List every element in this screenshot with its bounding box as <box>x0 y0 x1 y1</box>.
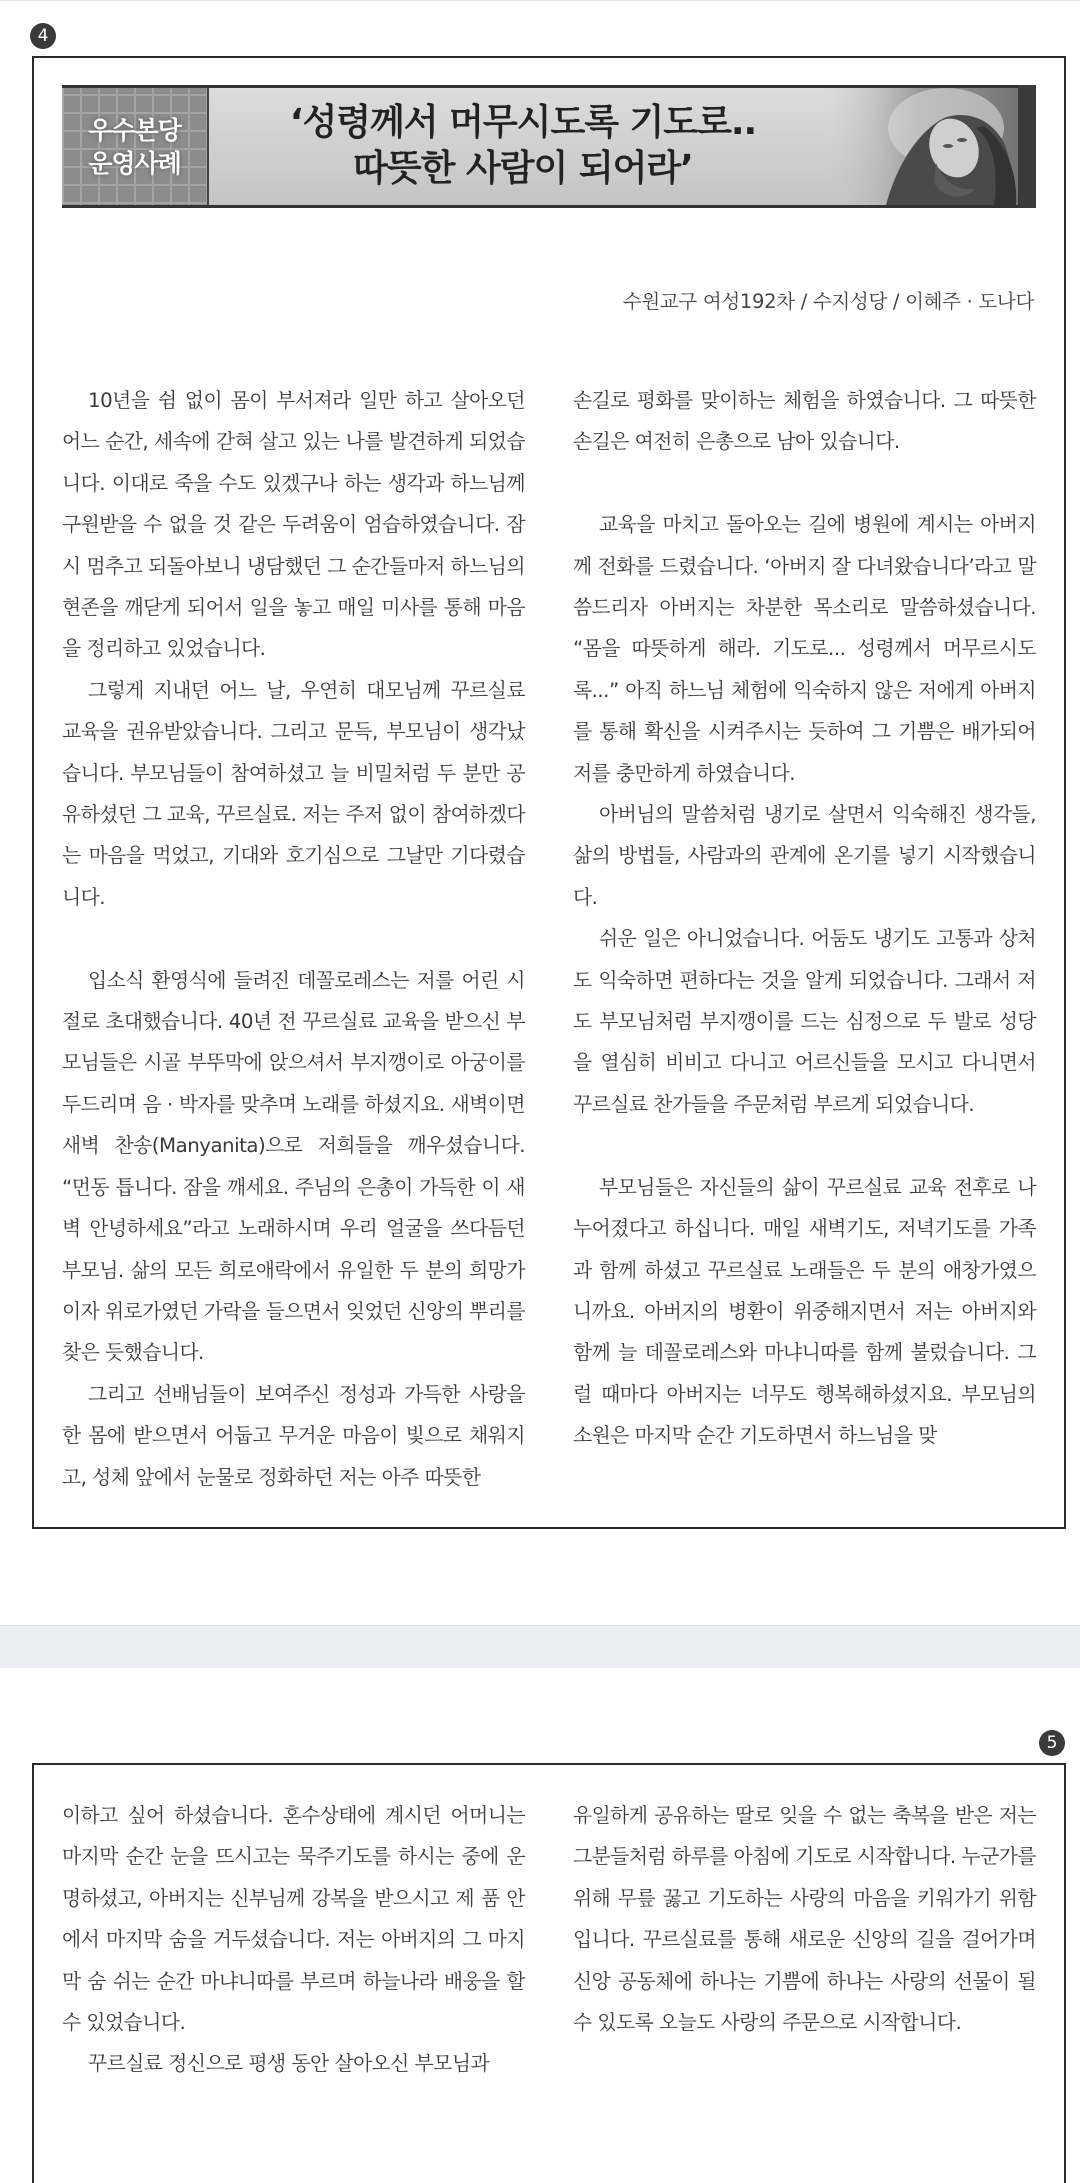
paragraph: 부모님들은 자신들의 삶이 꾸르실료 교육 전후로 나누어졌다고 하십니다. 매일 새벽기도, 저녁기도를 가족과 함께 하셨고 꾸르실료 노래들은 두 분의 애창가였으니까요. 아버지의 병환이 위중해지면서 저는 아버지와 함께 늘 데꼴로레스와 마냐니따를 함께 불렀습니다. 그럴 때마다 아버지는 너무도 행복해하셨지요. 부모님의 소원은 마지막 순간 기도하면서 하느님을 맞 <box>573 1175 1036 1448</box>
article-column-left-continued <box>62 1795 525 2085</box>
title-line-1: ‘성령께서 머무시도록 기도로.. <box>289 102 757 143</box>
category-label <box>62 88 209 205</box>
paragraph: 유일하게 공유하는 딸로 잊을 수 없는 축복을 받은 저는 그분들처럼 하루를 아침에 기도로 시작합니다. 누군가를 위해 무릎 꿇고 기도하는 사랑의 마음을 키워가기 위함입니다. 꾸르실료를 통해 새로운 신앙의 길을 걸어가며 신앙 공동체에 하나는 기쁨에 하나는 사랑의 선물이 될 수 있도록 오늘도 사랑의 주문으로 시작합니다. <box>573 1804 1036 2035</box>
paragraph: 쉬운 일은 아니었습니다. 어둠도 냉기도 고통과 상처도 익숙하면 편하다는 것을 알게 되었습니다. 그래서 저도 부모님처럼 부지깽이를 드는 심정으로 두 발로 성당을 열심히 비비고 다니고 어르신들을 모시고 다니면서 꾸르실료 찬가들을 주문처럼 부르게 되었습니다. <box>573 927 1036 1116</box>
author-byline: 수원교구 여성192차 / 수지성당 / 이혜주 · 도나다 <box>622 290 1034 313</box>
jesus-portrait-image <box>826 88 1034 205</box>
paragraph-spacer <box>62 918 525 959</box>
category-line-2: 운영사례 <box>88 148 181 178</box>
article-header-banner <box>62 85 1034 208</box>
paragraph: 아버님의 말씀처럼 냉기로 살면서 익숙해진 생각들, 삶의 방법들, 사람과의 관계에 온기를 넣기 시작했습니다. <box>573 803 1036 909</box>
page-separator <box>0 1625 1080 1669</box>
paragraph-spacer <box>573 1125 1036 1166</box>
paragraph: 손길로 평화를 맞이하는 체험을 하였습니다. 그 따뜻한 손길은 여전히 은총으로 남아 있습니다. <box>573 389 1036 454</box>
paragraph-spacer <box>573 463 1036 504</box>
article-column-right <box>573 380 1036 1457</box>
banner-edge-bar <box>1018 85 1036 208</box>
paragraph: 10년을 쉼 없이 몸이 부서져라 일만 하고 살아오던 어느 순간, 세속에 갇혀 살고 있는 나를 발견하게 되었습니다. 이대로 죽을 수도 있겠구나 하는 생각과 하느님께 구원받을 수 없을 것 같은 두려움이 엄습하였습니다. 잠시 멈추고 되돌아보니 냉담했던 그 순간들마저 하느님의 현존을 깨닫게 되어서 일을 놓고 매일 미사를 통해 마음을 정리하고 있었습니다. <box>62 389 525 661</box>
paragraph: 이하고 싶어 하셨습니다. 혼수상태에 계시던 어머니는 마지막 순간 눈을 뜨시고는 묵주기도를 하시는 중에 운명하셨고, 아버지는 신부님께 강복을 받으시고 제 품 안에서 마지막 숨을 거두셨습니다. 저는 아버지의 그 마지막 숨 쉬는 순간 마냐니따를 부르며 하늘나라 배웅을 할 수 있었습니다. <box>62 1804 525 2035</box>
article-column-right-continued <box>573 1795 1036 2043</box>
page-number-badge: 4 <box>30 23 56 49</box>
paragraph: 꾸르실료 정신으로 평생 동안 살아오신 부모님과 <box>88 2052 490 2076</box>
article-title <box>232 100 814 192</box>
page-number-badge: 5 <box>1039 1730 1065 1756</box>
paragraph: 입소식 환영식에 들려진 데꼴로레스는 저를 어린 시절로 초대했습니다. 40년 전 꾸르실료 교육을 받으신 부모님들은 시골 부뚜막에 앉으셔서 부지깽이로 아궁이를 두드리며 음 · 박자를 맞추며 노래를 하셨지요. 새벽이면 새벽 찬송(Manyanita)으로 저희들을 깨우셨습니다. “먼동 틉니다. 잠을 깨세요. 주님의 은총이 가득한 이 새벽 안녕하세요”라고 노래하시며 우리 얼굴을 쓰다듬던 부모님. 삶의 모든 희로애락에서 유일한 두 분의 희망가이자 위로가였던 가락을 들으면서 잊었던 신앙의 뿌리를 찾은 듯했습니다. <box>62 968 525 1365</box>
article-column-left <box>62 380 525 1498</box>
title-line-2: 따뜻한 사람이 되어라’ <box>353 148 693 189</box>
paragraph: 그렇게 지내던 어느 날, 우연히 대모님께 꾸르실료 교육을 권유받았습니다. 그리고 문득, 부모님이 생각났습니다. 부모님들이 참여하셨고 늘 비밀처럼 두 분만 공유하셨던 그 교육, 꾸르실료. 저는 주저 없이 참여하겠다는 마음을 먹었고, 기대와 호기심으로 그날만 기다렸습니다. <box>62 678 525 909</box>
paragraph: 그리고 선배님들이 보여주신 정성과 가득한 사랑을 한 몸에 받으면서 어둡고 무거운 마음이 빛으로 채워지고, 성체 앞에서 눈물로 정화하던 저는 아주 따뜻한 <box>62 1382 525 1489</box>
category-line-1: 우수본당 <box>88 115 181 145</box>
paragraph: 교육을 마치고 돌아오는 길에 병원에 계시는 아버지께 전화를 드렸습니다. ‘아버지 잘 다녀왔습니다’라고 말씀드리자 아버지는 차분한 목소리로 말씀하셨습니다. “몸을 따뜻하게 해라. 기도로... 성령께서 머무르시도록...” 아직 하느님 체험에 익숙하지 않은 저에게 아버지를 통해 확신을 시켜주시는 듯하여 그 기쁨은 배가되어 저를 충만하게 하였습니다. <box>573 513 1036 785</box>
